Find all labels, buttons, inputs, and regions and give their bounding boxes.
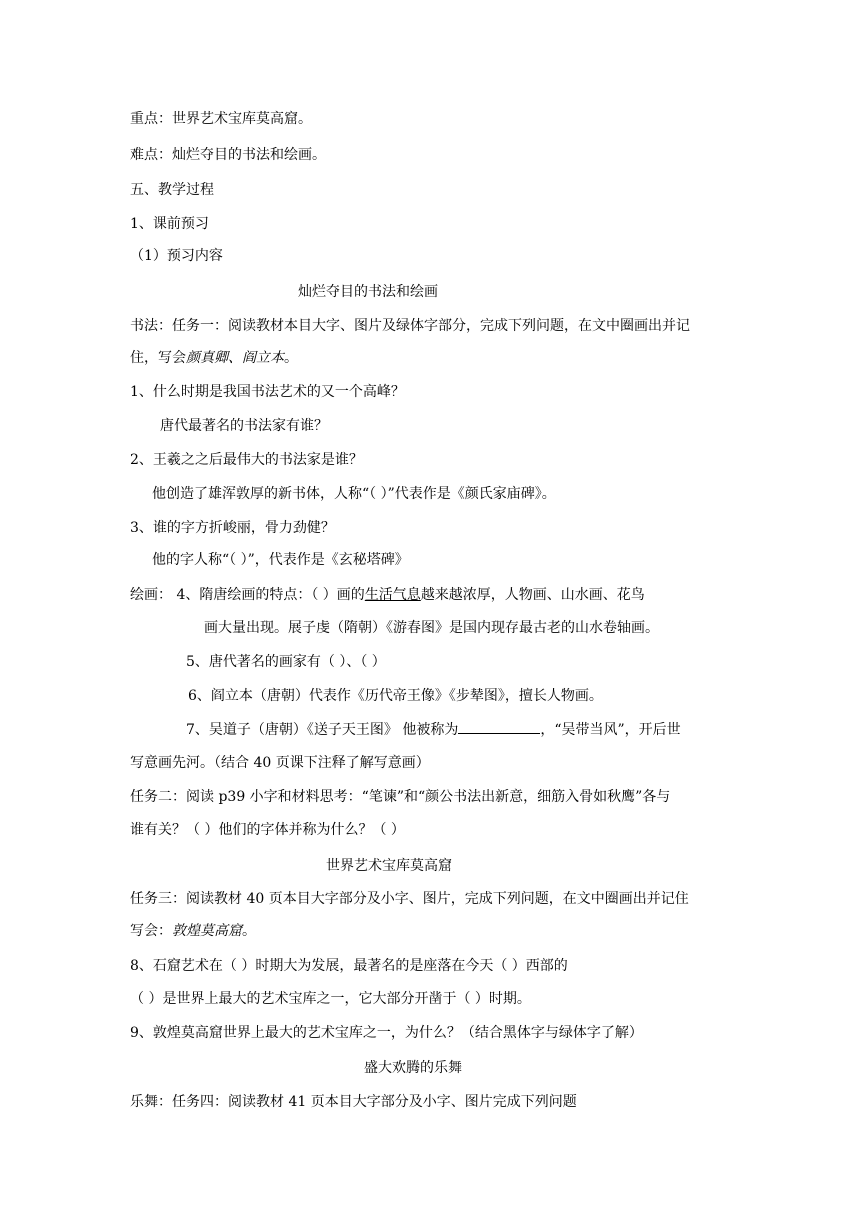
question-2: 2、王羲之之后最伟大的书法家是谁？ bbox=[130, 452, 363, 468]
question-5: 5、唐代著名的画家有（ ）、（ ） bbox=[186, 654, 386, 670]
question-3-sub: 他的字人称“（ ）”，代表作是《玄秘塔碑》 bbox=[152, 552, 409, 568]
subsection-preview: 1、课前预习 bbox=[130, 216, 209, 232]
question-2-sub: 他创造了雄浑敦厚的新书体，人称“（ ）”代表作是《颜氏家庙碑》。 bbox=[152, 486, 556, 502]
question-1: 1、什么时期是我国书法艺术的又一个高峰？ bbox=[130, 384, 405, 400]
question-7-prefix: 7、吴道子（唐朝）《送子天王图》 他被称为 bbox=[186, 722, 459, 738]
question-8-line1: 8、石窟艺术在（ ）时期大为发展，最著名的是座落在今天（ ）西部的 bbox=[130, 958, 568, 974]
task1-line2-end: 。 bbox=[284, 350, 298, 366]
question-4-suffix: 越来越浓厚，人物画、山水画、花鸟 bbox=[420, 587, 645, 603]
question-1-sub: 唐代最著名的书法家有谁？ bbox=[160, 418, 328, 434]
question-4-line1 bbox=[130, 585, 645, 605]
task1-line1: 书法：任务一：阅读教材本目大字、图片及绿体字部分，完成下列问题，在文中圈画出并记 bbox=[130, 318, 690, 334]
task2-line2: 谁有关？（ ）他们的字体并称为什么？（ ） bbox=[130, 822, 405, 838]
question-3: 3、谁的字方折峻丽，骨力劲健？ bbox=[130, 520, 335, 536]
heading-music-dance: 盛大欢腾的乐舞 bbox=[364, 1060, 462, 1076]
question-4-prefix: 绘画： 4、隋唐绘画的特点：（ ）画的 bbox=[130, 587, 365, 603]
question-7-line1 bbox=[186, 719, 681, 740]
difficult-point: 难点：灿烂夺目的书法和绘画。 bbox=[130, 147, 326, 163]
question-9: 9、敦煌莫高窟世界上最大的艺术宝库之一，为什么？（结合黑体字与绿体字了解） bbox=[130, 1025, 643, 1041]
answer-blank[interactable] bbox=[458, 719, 540, 734]
question-4-underlined: 生活气息 bbox=[364, 587, 421, 603]
preview-content-label: （1）预习内容 bbox=[130, 248, 223, 264]
heading-mogao-caves: 世界艺术宝库莫高窟 bbox=[326, 858, 452, 874]
task1-line2-prefix: 住，写会 bbox=[130, 350, 186, 366]
task3-line2-prefix: 写会： bbox=[130, 923, 172, 939]
question-8-line2: （ ）是世界上最大的艺术宝库之一，它大部分开凿于（ ）时期。 bbox=[130, 991, 531, 1007]
task2-line1: 任务二：阅读 p39 小字和材料思考：“笔谏”和“颜公书法出新意，细筋入骨如秋鹰”各与 bbox=[130, 789, 671, 805]
task3-line2-end: 。 bbox=[242, 923, 256, 939]
task1-names: 颜真卿、阎立本 bbox=[186, 350, 284, 366]
question-4-line2: 画大量出现。展子虔（隋朝）《游春图》是国内现存最古老的山水卷轴画。 bbox=[204, 620, 659, 636]
task3-line2 bbox=[130, 921, 256, 941]
section-heading-teaching-process: 五、教学过程 bbox=[130, 182, 214, 198]
task4: 乐舞：任务四：阅读教材 41 页本目大字部分及小字、图片完成下列问题 bbox=[130, 1094, 577, 1110]
question-6: 6、阎立本（唐朝）代表作《历代帝王像》《步辇图》，擅长人物画。 bbox=[188, 688, 603, 704]
key-point: 重点：世界艺术宝库莫高窟。 bbox=[130, 111, 312, 127]
task3-line1: 任务三：阅读教材 40 页本目大字部分及小字、图片，完成下列问题，在文中圈画出并记住 bbox=[130, 891, 689, 907]
question-7-line2: 写意画先河。（结合 40 页课下注释了解写意画） bbox=[130, 755, 430, 771]
question-7-suffix: ，“吴带当风”，开后世 bbox=[540, 722, 681, 738]
task1-line2 bbox=[130, 348, 298, 368]
task3-name: 敦煌莫高窟 bbox=[172, 923, 242, 939]
heading-calligraphy-painting: 灿烂夺目的书法和绘画 bbox=[298, 284, 438, 300]
